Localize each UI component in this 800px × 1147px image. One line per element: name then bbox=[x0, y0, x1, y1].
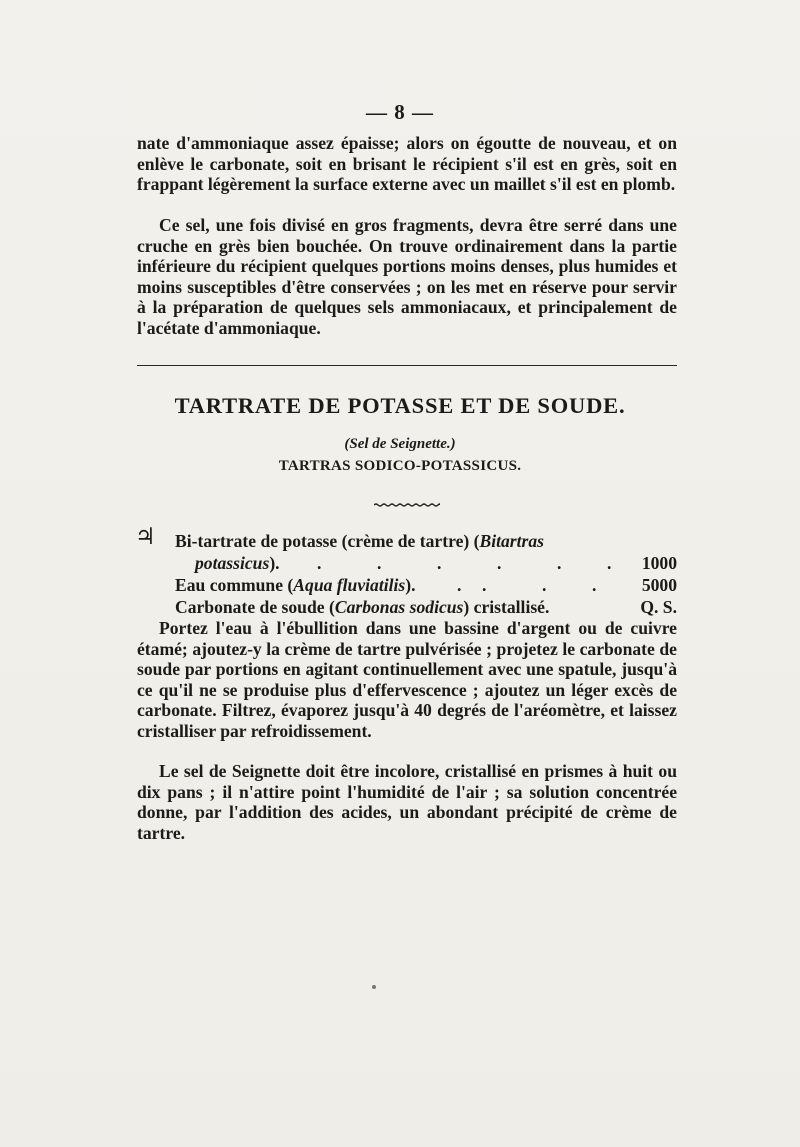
section-title: TARTRATE DE POTASSE ET DE SOUDE. bbox=[174, 393, 626, 418]
paragraph-text: Le sel de Seignette doit être incolore, cristallisé en prismes à huit ou dix pans ; il n'attire point l'humidité de l'air ; sa solution concentrée donne, par l'addition des acides, un abondant précipité de crème de tartre. bbox=[137, 761, 677, 843]
section-latin-name: TARTRAS SODICO-POTASSICUS. bbox=[278, 458, 522, 474]
paragraph-continuation bbox=[137, 133, 677, 195]
paragraph-text: Portez l'eau à l'ébullition dans une bassine d'argent ou de cuivre étamé; ajoutez-y la crème de tartre pulvérisée ; projetez le carbonate de soude par portions en agitant continuellement avec une spatule, jusqu'à ce qu'il ne se produise plus d'effervescence ; ajoutez un léger excès de carbonate. Filtrez, évaporez jusqu'à 40 degrés de l'aréomètre, et laissez cristalliser par refroidissement. bbox=[137, 618, 677, 741]
recipe-item-quantity: Q. S. bbox=[640, 597, 677, 617]
print-speck bbox=[372, 985, 376, 989]
paragraph-storage bbox=[137, 215, 677, 339]
recipe-list bbox=[135, 524, 677, 618]
recipe-item: Eau commune (Aqua fluviatilis). . . . . 5000 bbox=[175, 575, 677, 595]
page-number: — 8 — bbox=[366, 100, 434, 124]
recipe-symbol-icon: ♃ bbox=[135, 524, 156, 549]
recipe-item-quantity: 1000 bbox=[641, 553, 677, 573]
ornament-divider bbox=[374, 503, 440, 507]
paragraph-properties bbox=[137, 761, 677, 843]
recipe-item bbox=[137, 596, 677, 618]
recipe-item-name: Bi-tartrate de potasse (crème de tartre) (Bitartras bbox=[175, 531, 545, 551]
paragraph-preparation bbox=[137, 618, 677, 742]
recipe-item-continued: potassicus). . . . . . . 1000 bbox=[195, 553, 677, 573]
recipe-item-quantity: 5000 bbox=[641, 575, 677, 595]
recipe-item bbox=[137, 530, 677, 552]
section-divider bbox=[137, 365, 677, 366]
recipe-item-name: Eau commune (Aqua fluviatilis). bbox=[175, 575, 416, 595]
recipe-item-name: Carbonate de soude (Carbonas sodicus) cristallisé. bbox=[175, 597, 550, 617]
section-subtitle: (Sel de Seignette.) bbox=[344, 436, 456, 452]
paragraph-text: Ce sel, une fois divisé en gros fragments, devra être serré dans une cruche en grès bien bouchée. On trouve ordinairement dans la partie inférieure du récipient quelques portions moins denses, plus humides et moins susceptibles d'être conservées ; on les met en réserve pour servir à la préparation de quelques sels ammoniacaux, et principalement de l'acétate d'ammoniaque. bbox=[137, 215, 677, 338]
recipe-item-name: potassicus). bbox=[195, 553, 280, 573]
paragraph-text: nate d'ammoniaque assez épaisse; alors on égoutte de nouveau, et on enlève le carbonate, soit en brisant le récipient s'il est en grès, soit en frappant légèrement la surface externe avec un maillet s'il est en plomb. bbox=[137, 133, 677, 195]
